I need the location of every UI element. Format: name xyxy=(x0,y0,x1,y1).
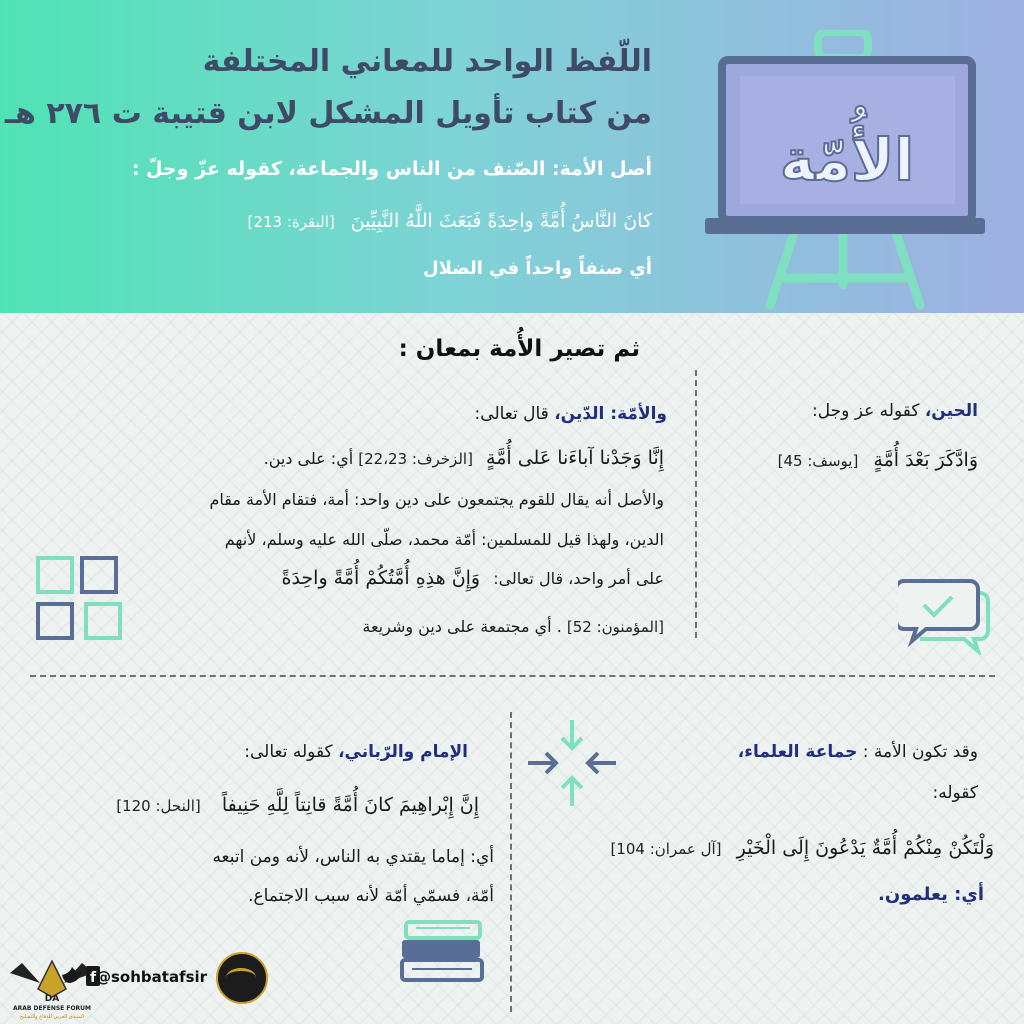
card-religion-heading xyxy=(475,403,667,425)
card-religion-after-ref: أي: على دين. xyxy=(263,449,354,468)
card-imam-ref: [النحل: 120] xyxy=(116,797,201,815)
card-time-verse xyxy=(778,448,978,473)
forum-name: ARAB DEFENSE FORUM xyxy=(12,1005,92,1012)
header-verse-ref: [البقرة: 213] xyxy=(247,213,335,231)
forum-short: DA xyxy=(44,994,60,1004)
vertical-divider-top xyxy=(695,370,697,638)
card-imam-verse-text: إِنَّ إِبْراهِيمَ كانَ أُمَّةً قانِتاً لِلَّهِ حَنِيفاً xyxy=(221,794,479,816)
card-scholars-verse-text: وَلْتَكُنْ مِنْكُمْ أُمَّةٌ يَدْعُونَ إِلَى الْخَيْرِ xyxy=(736,837,994,859)
card-religion-para-3-text: على أمر واحد، قال تعالى: xyxy=(493,569,664,588)
card-religion-verse2: وَإِنَّ هذِهِ أُمَّتُكُمْ أُمَّةً واحِدَةً xyxy=(281,567,481,589)
card-imam-intro: كقوله تعالى: xyxy=(244,742,333,762)
forum-arabic: المنتدى العربي للدفاع والتسليح xyxy=(19,1014,85,1020)
svg-text:f: f xyxy=(89,970,97,986)
social-handle: @sohbatafsir xyxy=(96,968,208,986)
title-line-1: اللّفظ الواحد للمعاني المختلفة xyxy=(202,44,652,79)
card-time-label: الحين، xyxy=(924,401,978,421)
card-time-heading xyxy=(812,400,978,422)
card-imam-verse xyxy=(116,793,479,818)
card-imam-para-2: أمّة، فسمّي أمّة لأنه سبب الاجتماع. xyxy=(248,886,494,906)
card-religion-para-4 xyxy=(362,617,664,638)
card-religion-after-ref2: . أي مجتمعة على دين وشريعة xyxy=(362,617,562,636)
header-meaning: أي صنفاً واحداً في الضلال xyxy=(422,258,652,279)
card-imam-para-1: أي: إماما يقتدي به الناس، لأنه ومن اتبعه xyxy=(212,847,494,867)
horizontal-divider xyxy=(30,675,995,677)
board-word: الأُمّة xyxy=(779,126,915,194)
title-line-2: من كتاب تأويل المشكل لابن قتيبة ت ٢٧٦ هـ xyxy=(4,96,652,131)
card-religion-para-3 xyxy=(282,566,665,591)
chat-check-icon xyxy=(898,575,993,655)
card-religion-ref: [الزخرف: 22،23] xyxy=(358,450,473,468)
channel-logo xyxy=(216,952,268,1004)
books-icon xyxy=(398,916,488,986)
header-verse xyxy=(248,210,652,232)
card-religion-label: والأمّة: الدّين، xyxy=(554,404,667,424)
card-religion-para-1: والأصل أنه يقال للقوم يجتمعون على دين واحد: أمة، فتقام الأمة مقام xyxy=(209,490,664,509)
origin-text: أصل الأمة: الصّنف من الناس والجماعة، كقوله عزّ وجلّ : xyxy=(131,158,652,180)
card-time-verse-text: وَادَّكَرَ بَعْدَ أُمَّةٍ xyxy=(873,449,978,471)
channel-logo-mark xyxy=(226,968,256,987)
converge-arrows-icon xyxy=(526,718,618,808)
presentation-board-icon xyxy=(700,30,990,310)
card-scholars-intro: وقد تكون الأمة : xyxy=(862,742,978,762)
twitter-icon xyxy=(62,967,82,983)
card-religion-para-2: الدين، ولهذا قيل للمسلمين: أمّة محمد، صلّى الله عليه وسلم، لأنهم xyxy=(224,530,664,549)
vertical-divider-bottom xyxy=(510,712,512,1012)
card-imam-heading xyxy=(244,741,468,763)
card-scholars-heading xyxy=(738,741,978,763)
section-title: ثم تصير الأُمة بمعان : xyxy=(398,336,640,362)
card-religion-verse xyxy=(264,446,664,471)
grid-squares-icon xyxy=(35,555,125,645)
card-scholars-meaning xyxy=(878,884,984,905)
card-imam-label: الإمام والرّباني، xyxy=(338,742,468,762)
card-scholars-intro2: كقوله: xyxy=(932,783,978,803)
header-verse-text: كانَ النَّاسُ أُمَّةً واحِدَةً فَبَعَثَ اللَّهُ النَّبِيِّينَ xyxy=(350,210,652,232)
card-religion-intro: قال تعالى: xyxy=(474,404,549,424)
card-religion-ref2: [المؤمنون: 52] xyxy=(566,618,664,636)
card-scholars-label: جماعة العلماء، xyxy=(737,742,858,762)
card-time-ref: [يوسف: 45] xyxy=(777,452,859,470)
card-scholars-meaning-text: أي: يعلمون. xyxy=(878,884,984,905)
card-scholars-verse xyxy=(610,836,994,861)
card-time-intro: كقوله عز وجل: xyxy=(812,401,920,421)
card-scholars-ref: [آل عمران: 104] xyxy=(610,840,722,858)
card-religion-verse-text: إِنَّا وَجَدْنا آباءَنا عَلى أُمَّةٍ xyxy=(486,447,664,469)
